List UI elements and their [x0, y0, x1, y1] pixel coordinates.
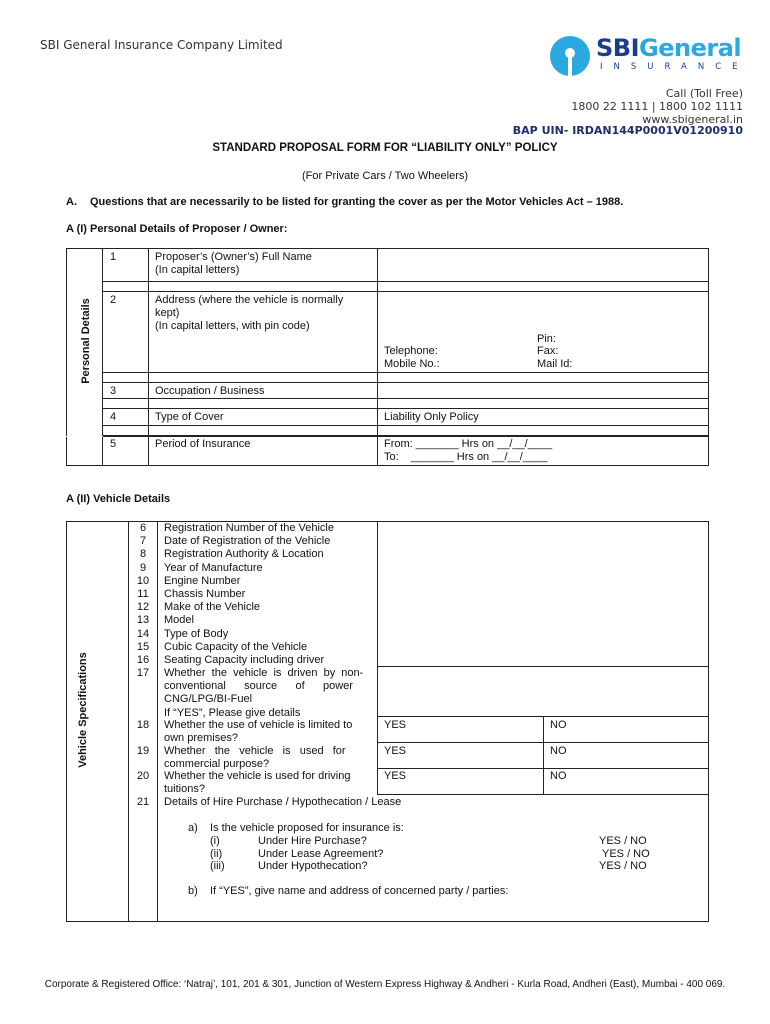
registration-date-label: Date of Registration of the Vehicle — [164, 535, 331, 548]
section-a-heading — [66, 196, 624, 208]
form-title: STANDARD PROPOSAL FORM FOR “LIABILITY ONLY” POLICY — [212, 142, 558, 154]
hire-purchase-yes-no[interactable]: YES / NO — [599, 835, 647, 847]
row-number: 12 — [136, 601, 150, 614]
row-number: 11 — [137, 587, 149, 600]
commercial-purpose-no[interactable]: NO — [550, 745, 567, 757]
vehicle-details-heading: A (II) Vehicle Details — [66, 493, 171, 505]
hire-purchase-question: Under Hire Purchase? — [258, 835, 367, 847]
sbi-general-logo — [548, 34, 748, 76]
row-number: 4 — [110, 411, 117, 423]
row-number: 21 — [136, 796, 150, 808]
period-to[interactable]: To: _______ Hrs on __/__/____ — [384, 451, 548, 463]
vehicle-specifications-side-label: Vehicle Specifications — [77, 652, 89, 768]
sub-a-marker: a) — [188, 822, 198, 834]
row-number: 7 — [139, 535, 147, 548]
model-label: Model — [164, 614, 194, 627]
footer-address: Corporate & Registered Office: ‘Natraj’, 101, 201 & 301, Junction of Western Express Highway & Andheri - Kurla Road, Andheri (East), Mumbai - 400 069. — [44, 979, 726, 990]
commercial-purpose-question: Whether the vehicle is used for commercial purpose? — [164, 745, 346, 770]
fuel-question-line4: If “YES”, Please give details — [164, 706, 301, 719]
commercial-purpose-yes[interactable]: YES — [384, 745, 407, 757]
hire-purchase-label: Details of Hire Purchase / Hypothecation / Lease — [164, 796, 402, 808]
row-number: 10 — [136, 574, 150, 587]
sub-a-text: Is the vehicle proposed for insurance is: — [210, 822, 404, 834]
phone-numbers: 1800 22 1111 | 1800 102 1111 — [571, 100, 743, 113]
chassis-number-label: Chassis Number — [164, 587, 246, 600]
company-name: SBI General Insurance Company Limited — [40, 38, 283, 52]
hypothecation-yes-no[interactable]: YES / NO — [599, 860, 647, 872]
section-a-marker: A. — [66, 196, 77, 208]
sub-b-marker: b) — [188, 885, 198, 897]
driving-tuitions-yes[interactable]: YES — [384, 770, 407, 782]
proposer-name-label: Proposer’s (Owner’s) Full Name (In capital letters) — [155, 251, 312, 276]
driving-tuitions-no[interactable]: NO — [550, 770, 567, 782]
row-number: 13 — [136, 614, 150, 627]
fuel-details-field[interactable] — [379, 667, 707, 715]
row-number: 5 — [110, 438, 117, 450]
own-premises-yes[interactable]: YES — [384, 719, 407, 731]
row-number: 3 — [110, 385, 117, 397]
form-subtitle: (For Private Cars / Two Wheelers) — [301, 170, 469, 182]
logo-brand: SBIGeneral — [596, 34, 742, 62]
row-number: 15 — [136, 640, 150, 653]
website: www.sbigeneral.in — [642, 113, 743, 126]
period-of-insurance-label: Period of Insurance — [155, 438, 251, 450]
own-premises-no[interactable]: NO — [550, 719, 567, 731]
vehicle-row-labels — [164, 522, 363, 720]
call-label: Call (Toll Free) — [665, 87, 743, 100]
sub-i-num: (i) — [210, 835, 220, 847]
lease-agreement-yes-no[interactable]: YES / NO — [602, 848, 650, 860]
driving-tuitions-question: Whether the vehicle is used for driving tuitions? — [164, 770, 351, 795]
engine-number-label: Engine Number — [164, 574, 241, 587]
fuel-question-line1: Whether the vehicle is driven by non- — [164, 667, 364, 680]
sub-iii-num: (iii) — [210, 860, 225, 872]
section-a-text: Questions that are necessarily to be listed for granting the cover as per the Motor Vehicles Act – 1988. — [90, 196, 624, 208]
mail-id-label: Mail Id: — [537, 358, 573, 370]
row-number: 8 — [139, 548, 147, 561]
sbi-logo-icon — [548, 34, 592, 78]
fuel-question-line2: conventional source of power — [164, 680, 353, 693]
row-number: 14 — [136, 627, 150, 640]
type-of-cover-label: Type of Cover — [155, 411, 224, 423]
address-label: Address (where the vehicle is normally kept) (In capital letters, with pin code) — [155, 294, 344, 332]
vehicle-row-numbers — [131, 522, 155, 680]
type-of-body-label: Type of Body — [164, 627, 229, 640]
bap-uin: BAP UIN- IRDAN144P0001V01200910 — [512, 124, 743, 137]
sub-b-text: If “YES”, give name and address of concerned party / parties: — [210, 885, 509, 897]
sub-ii-num: (ii) — [210, 848, 223, 860]
row-number: 2 — [110, 294, 117, 306]
proposer-name-field[interactable] — [379, 249, 707, 280]
vehicle-details-fields[interactable] — [379, 522, 707, 665]
occupation-label: Occupation / Business — [155, 385, 265, 397]
personal-details-heading: A (I) Personal Details of Proposer / Owner: — [66, 223, 288, 235]
fax-label: Fax: — [537, 345, 559, 357]
row-number: 9 — [139, 561, 147, 574]
row-number: 20 — [136, 770, 150, 782]
hypothecation-question: Under Hypothecation? — [258, 860, 368, 872]
occupation-field[interactable] — [379, 383, 707, 397]
registration-authority-label: Registration Authority & Location — [164, 548, 324, 561]
row-number: 1 — [110, 251, 117, 263]
row-number: 18 — [136, 719, 150, 731]
registration-number-label: Registration Number of the Vehicle — [164, 522, 334, 534]
fuel-question-line3: CNG/LPG/BI-Fuel — [164, 693, 253, 706]
telephone-label: Telephone: — [384, 345, 438, 357]
period-from[interactable]: From: _______ Hrs on __/__/____ — [384, 438, 553, 450]
make-label: Make of the Vehicle — [164, 601, 261, 614]
own-premises-question: Whether the use of vehicle is limited to own premises? — [164, 719, 353, 744]
year-of-manufacture-label: Year of Manufacture — [164, 561, 263, 574]
row-number: 6 — [139, 522, 147, 534]
lease-agreement-question: Under Lease Agreement? — [258, 848, 384, 860]
mobile-label: Mobile No.: — [384, 358, 440, 370]
personal-details-side-label: Personal Details — [80, 298, 92, 384]
row-number: 16 — [136, 653, 150, 666]
row-number: 19 — [136, 745, 150, 757]
pin-label: Pin: — [537, 333, 556, 345]
row-number: 17 — [136, 667, 150, 680]
seating-capacity-label: Seating Capacity including driver — [164, 653, 325, 666]
type-of-cover-value: Liability Only Policy — [384, 411, 479, 423]
address-field[interactable] — [379, 292, 707, 332]
logo-subtext: INSURANCE — [600, 62, 749, 72]
cubic-capacity-label: Cubic Capacity of the Vehicle — [164, 640, 308, 653]
concerned-party-field[interactable] — [210, 899, 700, 919]
